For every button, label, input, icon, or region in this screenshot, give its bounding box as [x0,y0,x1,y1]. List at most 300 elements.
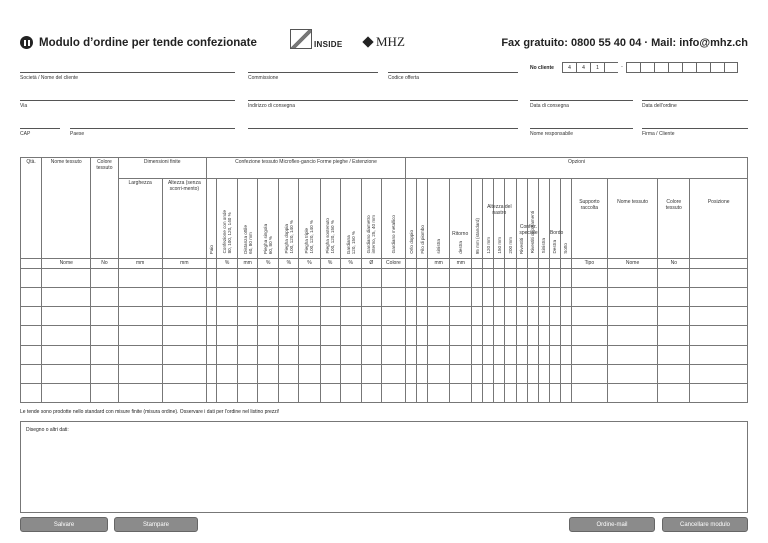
header-pair: Paio [206,179,216,259]
header-opt-fabric-color: Colore tessuto [658,179,690,259]
order-cell-input[interactable] [472,268,483,287]
order-cell-input[interactable] [299,345,320,364]
order-cell-input[interactable] [472,288,483,307]
order-cell-input[interactable] [238,268,258,287]
order-cell-input[interactable] [549,345,560,364]
order-cell-input[interactable] [340,383,361,402]
order-cell-input[interactable] [571,307,607,326]
order-cell-input[interactable] [571,326,607,345]
order-cell-input[interactable] [428,307,450,326]
header-special: Confez. speciale [519,223,538,236]
client-number-digit[interactable] [668,62,682,73]
order-cell-input[interactable] [217,364,238,383]
order-cell-input[interactable] [340,326,361,345]
signature-label: Firma / Cliente [642,131,675,137]
order-cell-input[interactable] [527,288,538,307]
order-cell-input[interactable] [483,268,494,287]
order-cell-input[interactable] [361,345,381,364]
header-tape-95: Altezza del nastro 95 mm (standard) [472,179,483,259]
order-cell-input[interactable] [279,383,299,402]
order-cell-input[interactable] [428,288,450,307]
order-cell-input[interactable] [527,268,538,287]
client-number-digit[interactable] [724,62,738,73]
order-cell-input[interactable] [527,383,538,402]
commission-field[interactable] [248,72,378,73]
order-cell-input[interactable] [299,268,320,287]
header-hem: Bordo [549,230,564,237]
order-cell-input[interactable] [21,383,42,402]
order-cell-input[interactable] [450,383,472,402]
order-cell-input[interactable] [206,364,216,383]
zip-field[interactable] [20,128,60,129]
unit-pct: % [258,258,279,268]
order-cell-input[interactable] [340,307,361,326]
order-cell-input[interactable] [538,288,549,307]
order-cell-input[interactable] [658,288,690,307]
unit-pct: % [217,258,238,268]
order-cell-input[interactable] [560,383,571,402]
order-cell-input[interactable] [206,345,216,364]
order-cell-input[interactable] [527,326,538,345]
order-cell-input[interactable] [417,288,428,307]
unit-type: Tipo [571,258,607,268]
order-cell-input[interactable] [91,326,118,345]
order-cell-input[interactable] [361,288,381,307]
header-fabric-name: Nome tessuto [42,158,91,259]
order-cell-input[interactable] [340,345,361,364]
order-cell-input[interactable] [91,364,118,383]
order-cell-input[interactable] [406,326,417,345]
order-cell-input[interactable] [42,307,91,326]
order-cell-input[interactable] [340,364,361,383]
order-cell-input[interactable] [483,288,494,307]
order-cell-input[interactable] [450,288,472,307]
order-cell-input[interactable] [690,364,748,383]
order-cell-input[interactable] [206,288,216,307]
order-cell-input[interactable] [42,383,91,402]
order-cell-input[interactable] [217,307,238,326]
order-cell-input[interactable] [279,326,299,345]
unit-name: Nome [42,258,91,268]
client-number-digit[interactable] [710,62,724,73]
order-cell-input[interactable] [417,383,428,402]
header-eyelet-diameter: Gardiano diametro interno, 25, 40 mm [361,179,381,259]
order-cell-input[interactable] [658,268,690,287]
client-number-digit[interactable] [604,62,618,73]
order-cell-input[interactable] [428,268,450,287]
unit-name: Nome [607,258,657,268]
order-cell-input[interactable] [258,288,279,307]
company-field[interactable] [20,72,235,73]
order-cell-input[interactable] [549,326,560,345]
pause-icon [20,36,33,49]
delivery-date-field[interactable] [530,100,633,101]
order-date-field[interactable] [642,100,748,101]
order-cell-input[interactable] [560,364,571,383]
order-cell-input[interactable] [91,307,118,326]
order-cell-input[interactable] [381,307,405,326]
order-cell-input[interactable] [472,345,483,364]
order-cell-input[interactable] [516,307,527,326]
order-cell-input[interactable] [505,326,516,345]
drawing-label: Disegno o altri dati: [26,427,69,433]
order-cell-input[interactable] [217,345,238,364]
order-cell-input[interactable] [21,326,42,345]
order-cell-input[interactable] [505,268,516,287]
order-cell-input[interactable] [238,288,258,307]
order-cell-input[interactable] [483,345,494,364]
order-cell-input[interactable] [417,268,428,287]
order-cell-input[interactable] [538,383,549,402]
order-cell-input[interactable] [361,383,381,402]
order-cell-input[interactable] [406,288,417,307]
order-cell-input[interactable] [258,345,279,364]
order-cell-input[interactable] [279,268,299,287]
header-return-left: Ritorno sinistra [428,179,450,259]
order-cell-input[interactable] [21,364,42,383]
order-cell-input[interactable] [494,307,505,326]
client-number-digit[interactable]: 1 [590,62,604,73]
order-cell-input[interactable] [690,326,748,345]
order-cell-input[interactable] [206,268,216,287]
responsible-field[interactable] [530,128,633,129]
order-cell-input[interactable] [162,288,206,307]
order-cell-input[interactable] [450,326,472,345]
header-dimensions: Dimensioni finite [118,158,206,179]
order-cell-input[interactable] [690,307,748,326]
order-cell-input[interactable] [91,288,118,307]
order-cell-input[interactable] [494,383,505,402]
order-cell-input[interactable] [417,326,428,345]
order-cell-input[interactable] [381,288,405,307]
order-cell-input[interactable] [118,383,162,402]
delivery-address-field[interactable] [248,100,518,101]
order-cell-input[interactable] [238,345,258,364]
order-cell-input[interactable] [91,345,118,364]
header-fabric-color: Colore tessuto [91,158,118,259]
order-cell-input[interactable] [549,268,560,287]
order-cell-input[interactable] [538,345,549,364]
order-cell-input[interactable] [381,364,405,383]
order-cell-input[interactable] [118,364,162,383]
order-cell-input[interactable] [299,383,320,402]
order-cell-input[interactable] [320,288,340,307]
order-cell-input[interactable] [560,345,571,364]
header-qty: Qtà. [21,158,42,259]
header-lead-tape: Filo di piombo [417,179,428,259]
order-cell-input[interactable] [206,307,216,326]
client-number-label: No cliente [530,65,554,71]
order-cell-input[interactable] [560,326,571,345]
order-cell-input[interactable] [42,326,91,345]
order-cell-input[interactable] [118,326,162,345]
order-cell-input[interactable] [658,383,690,402]
order-cell-input[interactable] [406,383,417,402]
order-cell-input[interactable] [340,268,361,287]
header-double-hem: Orlo doppio [406,179,417,259]
street-field[interactable] [20,100,235,101]
street-label: Via [20,103,28,109]
order-cell-input[interactable] [516,383,527,402]
order-cell-input[interactable] [472,383,483,402]
order-cell-input[interactable] [91,268,118,287]
order-mail-button[interactable]: Ordine-mail [569,517,655,532]
order-cell-input[interactable] [417,345,428,364]
client-number-digit[interactable] [696,62,710,73]
order-cell-input[interactable] [91,383,118,402]
order-cell-input[interactable] [361,326,381,345]
order-cell-input[interactable] [560,268,571,287]
order-cell-input[interactable] [560,288,571,307]
order-cell-input[interactable] [516,288,527,307]
order-cell-input[interactable] [571,268,607,287]
unit-mm: mm [450,258,472,268]
order-cell-input[interactable] [560,307,571,326]
client-number-digit[interactable] [682,62,696,73]
order-cell-input[interactable] [505,364,516,383]
order-cell-input[interactable] [21,288,42,307]
order-cell-input[interactable] [549,307,560,326]
company-label: Società / Nome del cliente [20,75,79,81]
order-cell-input[interactable] [494,364,505,383]
order-cell-input[interactable] [516,268,527,287]
order-cell-input[interactable] [279,364,299,383]
order-cell-input[interactable] [658,307,690,326]
order-cell-input[interactable] [217,288,238,307]
order-cell-input[interactable] [607,288,657,307]
order-cell-input[interactable] [162,345,206,364]
order-cell-input[interactable] [607,326,657,345]
order-cell-input[interactable] [299,326,320,345]
print-button[interactable]: Stampare [114,517,198,532]
order-cell-input[interactable] [483,383,494,402]
client-number-digit[interactable] [626,62,640,73]
order-cell-input[interactable] [690,268,748,287]
header-hem-right: Destra [549,179,560,259]
order-cell-input[interactable] [162,268,206,287]
order-cell-input[interactable] [279,288,299,307]
save-button[interactable]: Salvare [20,517,108,532]
order-cell-input[interactable] [505,307,516,326]
order-cell-input[interactable] [42,364,91,383]
order-cell-input[interactable] [361,307,381,326]
order-cell-input[interactable] [658,364,690,383]
order-cell-input[interactable] [381,326,405,345]
order-cell-input[interactable] [571,383,607,402]
order-cell-input[interactable] [361,268,381,287]
header-double-pleat: Piegha doppia 100, 120, 140 % [279,179,299,259]
order-cell-input[interactable] [162,364,206,383]
order-cell-input[interactable] [450,307,472,326]
country-field[interactable] [70,128,235,129]
order-cell-input[interactable] [320,326,340,345]
order-cell-input[interactable] [21,268,42,287]
order-cell-input[interactable] [258,364,279,383]
header-lined: Confez. speciale Rivestiti [516,179,527,259]
order-cell-input[interactable] [320,383,340,402]
order-cell-input[interactable] [428,345,450,364]
order-cell-input[interactable] [549,288,560,307]
order-cell-input[interactable] [607,268,657,287]
order-cell-input[interactable] [516,364,527,383]
order-cell-input[interactable] [258,383,279,402]
order-cell-input[interactable] [450,268,472,287]
order-cell-input[interactable] [279,345,299,364]
order-cell-input[interactable] [299,288,320,307]
order-cell-input[interactable] [217,326,238,345]
order-cell-input[interactable] [258,326,279,345]
offer-code-label: Codice offerta [388,75,420,81]
order-cell-input[interactable] [516,326,527,345]
order-cell-input[interactable] [417,364,428,383]
order-cell-input[interactable] [571,288,607,307]
client-number-digit[interactable]: 4 [562,62,576,73]
order-cell-input[interactable] [258,268,279,287]
order-cell-input[interactable] [538,364,549,383]
order-cell-input[interactable] [42,345,91,364]
order-cell-input[interactable] [206,383,216,402]
client-number-digit[interactable] [640,62,654,73]
order-cell-input[interactable] [494,288,505,307]
unit-color: Colore [381,258,405,268]
order-cell-input[interactable] [118,288,162,307]
order-cell-input[interactable] [118,268,162,287]
order-cell-input[interactable] [505,288,516,307]
header-wave: Confezione con onde 80, 100, 120, 140 % [217,179,238,259]
order-cell-input[interactable] [516,345,527,364]
order-cell-input[interactable] [42,288,91,307]
order-cell-input[interactable] [538,307,549,326]
order-cell-input[interactable] [299,307,320,326]
order-cell-input[interactable] [607,364,657,383]
order-cell-input[interactable] [238,383,258,402]
order-cell-input[interactable] [494,268,505,287]
order-cell-input[interactable] [238,326,258,345]
order-cell-input[interactable] [217,268,238,287]
order-cell-input[interactable] [320,364,340,383]
order-cell-input[interactable] [238,307,258,326]
order-cell-input[interactable] [320,268,340,287]
signature-field[interactable] [642,128,748,129]
header-width: Larghezza [118,179,162,259]
order-cell-input[interactable] [299,364,320,383]
order-cell-input[interactable] [527,345,538,364]
cancel-form-button[interactable]: Cancellare modulo [662,517,748,532]
order-cell-input[interactable] [428,326,450,345]
order-cell-input[interactable] [505,345,516,364]
unit-pct: % [320,258,340,268]
commission-label: Commissione [248,75,279,81]
order-row [21,383,748,402]
client-number-digit[interactable]: 4 [576,62,590,73]
delivery-address-label: Indirizzo di consegna [248,103,295,109]
order-cell-input[interactable] [428,364,450,383]
order-cell-input[interactable] [549,364,560,383]
header-tape-120: 120 mm [483,179,494,259]
order-cell-input[interactable] [118,307,162,326]
order-cell-input[interactable] [549,383,560,402]
order-cell-input[interactable] [505,383,516,402]
order-cell-input[interactable] [238,364,258,383]
header-opt-fabric-name: Nome tessuto [607,179,657,259]
order-cell-input[interactable] [428,383,450,402]
order-cell-input[interactable] [690,345,748,364]
delivery-address-line2-field[interactable] [248,128,518,129]
order-cell-input[interactable] [406,307,417,326]
offer-code-field[interactable] [388,72,518,73]
order-cell-input[interactable] [162,326,206,345]
order-cell-input[interactable] [450,364,472,383]
header-glide-distance: Distanza ottile 60, 80 mm [238,179,258,259]
order-cell-input[interactable] [494,326,505,345]
unit-pct: % [340,258,361,268]
order-cell-input[interactable] [607,307,657,326]
header-single-pleat: Piegha singola 60, 80 % [258,179,279,259]
order-cell-input[interactable] [42,268,91,287]
order-cell-input[interactable] [472,307,483,326]
order-cell-input[interactable] [206,326,216,345]
order-cell-input[interactable] [361,364,381,383]
order-cell-input[interactable] [381,345,405,364]
order-cell-input[interactable] [406,364,417,383]
order-cell-input[interactable] [494,345,505,364]
mhz-logo-text: MHZ [376,34,405,49]
order-cell-input[interactable] [472,326,483,345]
order-cell-input[interactable] [483,307,494,326]
order-cell-input[interactable] [217,383,238,402]
order-cell-input[interactable] [381,383,405,402]
order-cell-input[interactable] [279,307,299,326]
order-cell-input[interactable] [483,326,494,345]
order-cell-input[interactable] [527,307,538,326]
order-cell-input[interactable] [417,307,428,326]
client-number-digit[interactable] [654,62,668,73]
header-tape-150: 150 mm [494,179,505,259]
order-cell-input[interactable] [538,268,549,287]
order-cell-input[interactable] [690,288,748,307]
order-cell-input[interactable] [21,345,42,364]
order-cell-input[interactable] [320,345,340,364]
order-cell-input[interactable] [571,364,607,383]
order-cell-input[interactable] [690,383,748,402]
order-cell-input[interactable] [538,326,549,345]
order-cell-input[interactable] [450,345,472,364]
order-cell-input[interactable] [658,326,690,345]
order-cell-input[interactable] [527,364,538,383]
order-cell-input[interactable] [472,364,483,383]
client-number-field[interactable] [562,62,738,73]
order-cell-input[interactable] [607,345,657,364]
order-cell-input[interactable] [381,268,405,287]
header-blackout-lined: Rivestiti oscuramenti [527,179,538,259]
header-tape-200: 200 mm [505,179,516,259]
order-cell-input[interactable] [320,307,340,326]
order-cell-input[interactable] [658,345,690,364]
order-cell-input[interactable] [483,364,494,383]
order-cell-input[interactable] [162,307,206,326]
order-cell-input[interactable] [607,383,657,402]
order-cell-input[interactable] [571,345,607,364]
order-cell-input[interactable] [162,383,206,402]
order-cell-input[interactable] [21,307,42,326]
order-cell-input[interactable] [258,307,279,326]
drawing-area[interactable] [20,421,748,513]
order-cell-input[interactable] [406,345,417,364]
order-cell-input[interactable] [340,288,361,307]
order-cell-input[interactable] [406,268,417,287]
order-table [20,157,748,403]
order-cell-input[interactable] [118,345,162,364]
